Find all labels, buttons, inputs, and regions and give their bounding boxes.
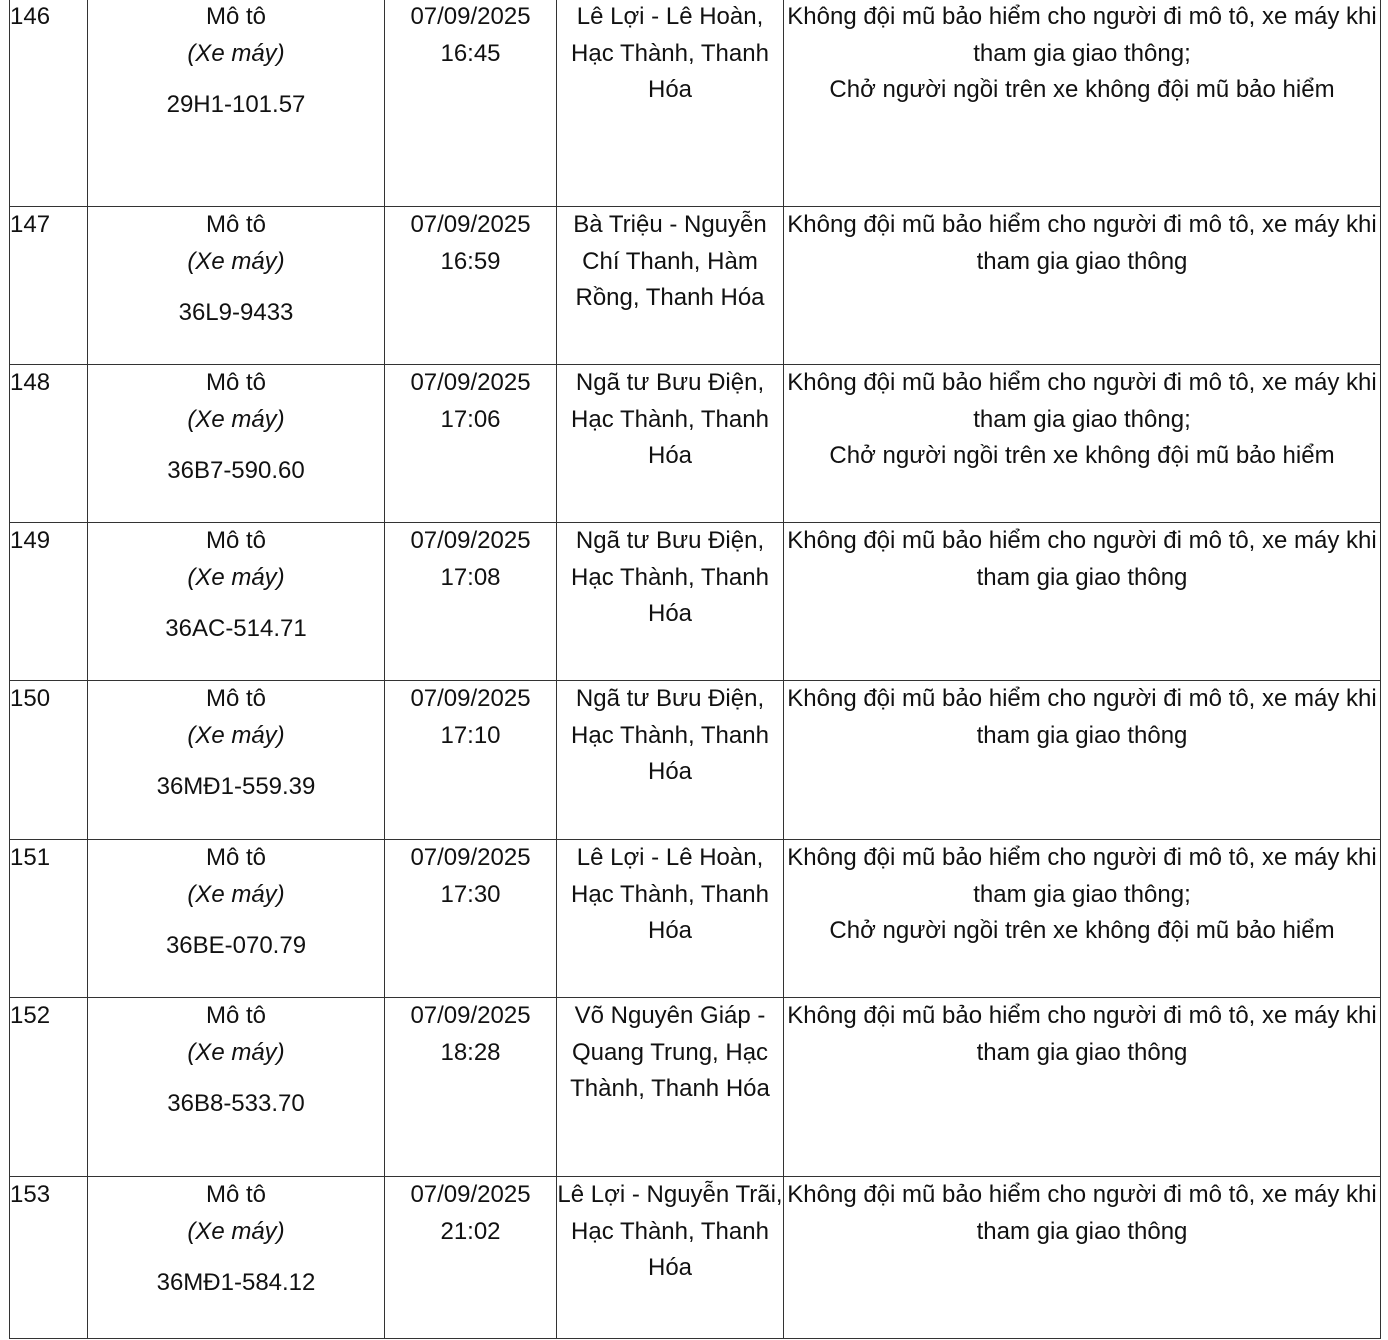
violation-time: 17:08 (440, 563, 501, 591)
table-row (10, 998, 1381, 1177)
datetime-cell (385, 998, 557, 1177)
vehicle-subtype: (Xe máy) (187, 247, 285, 275)
table-row (10, 365, 1381, 523)
location-cell: Lê Lợi - Nguyễn Trãi, Hạc Thành, Thanh Hóa (557, 1177, 784, 1339)
violation-date: 07/09/2025 (410, 1181, 531, 1208)
vehicle-subtype: (Xe máy) (187, 721, 285, 749)
vehicle-subtype: (Xe máy) (187, 405, 285, 433)
location-cell: Võ Nguyên Giáp - Quang Trung, Hạc Thành, Thanh Hóa (557, 998, 784, 1177)
violation-text: Không đội mũ bảo hiểm cho người đi mô tô, xe máy khi tham gia giao thông (787, 685, 1377, 749)
violation-time: 16:45 (440, 39, 501, 67)
license-plate: 36AC-514.71 (165, 615, 307, 642)
violation-time: 18:28 (440, 1038, 501, 1066)
vehicle-subtype: (Xe máy) (187, 1038, 285, 1066)
violation-cell (784, 681, 1381, 840)
violation-cell (784, 523, 1381, 681)
table-row (10, 0, 1381, 207)
license-plate: 36B7-590.60 (167, 457, 305, 484)
violations-table-body (10, 0, 1381, 1339)
location-cell: Lê Lợi - Lê Hoàn, Hạc Thành, Thanh Hóa (557, 0, 784, 207)
row-index: 147 (10, 207, 88, 365)
violation-date: 07/09/2025 (410, 1002, 531, 1029)
datetime-cell (385, 840, 557, 998)
table-row (10, 1177, 1381, 1339)
vehicle-type: Mô tô (205, 1181, 267, 1208)
violation-date: 07/09/2025 (410, 685, 531, 712)
vehicle-type: Mô tô (205, 3, 267, 30)
violation-date: 07/09/2025 (410, 844, 531, 871)
row-index: 153 (10, 1177, 88, 1339)
violation-text: Không đội mũ bảo hiểm cho người đi mô tô, xe máy khi tham gia giao thông (787, 527, 1377, 591)
vehicle-subtype: (Xe máy) (187, 1217, 285, 1245)
vehicle-subtype: (Xe máy) (187, 880, 285, 908)
violation-text: Chở người ngồi trên xe không đội mũ bảo hiểm (829, 76, 1335, 103)
row-index: 150 (10, 681, 88, 840)
violations-table (9, 0, 1381, 1339)
row-index: 152 (10, 998, 88, 1177)
license-plate: 36BE-070.79 (165, 932, 307, 959)
violation-time: 21:02 (440, 1217, 501, 1245)
vehicle-cell (88, 0, 385, 207)
violation-text: Chở người ngồi trên xe không đội mũ bảo hiểm (829, 442, 1335, 469)
vehicle-type: Mô tô (205, 685, 267, 712)
vehicle-cell (88, 840, 385, 998)
datetime-cell (385, 681, 557, 840)
violation-text: Không đội mũ bảo hiểm cho người đi mô tô, xe máy khi tham gia giao thông (787, 1181, 1377, 1245)
location-cell: Ngã tư Bưu Điện, Hạc Thành, Thanh Hóa (557, 523, 784, 681)
violation-time: 17:10 (440, 721, 501, 749)
row-index: 146 (10, 0, 88, 207)
vehicle-cell (88, 523, 385, 681)
location-cell: Lê Lợi - Lê Hoàn, Hạc Thành, Thanh Hóa (557, 840, 784, 998)
vehicle-cell (88, 681, 385, 840)
license-plate: 29H1-101.57 (166, 91, 306, 118)
vehicle-cell (88, 998, 385, 1177)
row-index: 148 (10, 365, 88, 523)
vehicle-subtype: (Xe máy) (187, 563, 285, 591)
violation-time: 17:06 (440, 405, 501, 433)
datetime-cell (385, 1177, 557, 1339)
row-index: 151 (10, 840, 88, 998)
vehicle-cell (88, 1177, 385, 1339)
violation-text: Không đội mũ bảo hiểm cho người đi mô tô, xe máy khi tham gia giao thông (787, 211, 1377, 275)
vehicle-cell (88, 365, 385, 523)
violation-text: Chở người ngồi trên xe không đội mũ bảo hiểm (829, 917, 1335, 944)
violation-text: Không đội mũ bảo hiểm cho người đi mô tô, xe máy khi tham gia giao thông (787, 1002, 1377, 1066)
violation-time: 16:59 (440, 247, 501, 275)
vehicle-type: Mô tô (205, 527, 267, 554)
violation-date: 07/09/2025 (410, 211, 531, 238)
table-row (10, 207, 1381, 365)
violation-date: 07/09/2025 (410, 3, 531, 30)
location-cell: Ngã tư Bưu Điện, Hạc Thành, Thanh Hóa (557, 365, 784, 523)
datetime-cell (385, 0, 557, 207)
datetime-cell (385, 365, 557, 523)
vehicle-type: Mô tô (205, 844, 267, 871)
row-index: 149 (10, 523, 88, 681)
vehicle-type: Mô tô (205, 369, 267, 396)
license-plate: 36MĐ1-584.12 (156, 1269, 316, 1296)
license-plate: 36B8-533.70 (167, 1090, 305, 1117)
violation-text: Không đội mũ bảo hiểm cho người đi mô tô, xe máy khi tham gia giao thông; (787, 3, 1377, 67)
violation-text: Không đội mũ bảo hiểm cho người đi mô tô, xe máy khi tham gia giao thông; (787, 844, 1377, 908)
violation-cell (784, 0, 1381, 207)
violation-text: Không đội mũ bảo hiểm cho người đi mô tô, xe máy khi tham gia giao thông; (787, 369, 1377, 433)
table-row (10, 523, 1381, 681)
violation-cell (784, 365, 1381, 523)
vehicle-type: Mô tô (205, 211, 267, 238)
license-plate: 36L9-9433 (178, 299, 294, 326)
violation-cell (784, 1177, 1381, 1339)
violation-cell (784, 207, 1381, 365)
violation-date: 07/09/2025 (410, 527, 531, 554)
license-plate: 36MĐ1-559.39 (156, 773, 316, 800)
table-row (10, 840, 1381, 998)
vehicle-subtype: (Xe máy) (187, 39, 285, 67)
violation-date: 07/09/2025 (410, 369, 531, 396)
vehicle-type: Mô tô (205, 1002, 267, 1029)
violation-cell (784, 840, 1381, 998)
table-row (10, 681, 1381, 840)
violation-time: 17:30 (440, 880, 501, 908)
location-cell: Bà Triệu - Nguyễn Chí Thanh, Hàm Rồng, Thanh Hóa (557, 207, 784, 365)
datetime-cell (385, 207, 557, 365)
vehicle-cell (88, 207, 385, 365)
location-cell: Ngã tư Bưu Điện, Hạc Thành, Thanh Hóa (557, 681, 784, 840)
violation-cell (784, 998, 1381, 1177)
datetime-cell (385, 523, 557, 681)
